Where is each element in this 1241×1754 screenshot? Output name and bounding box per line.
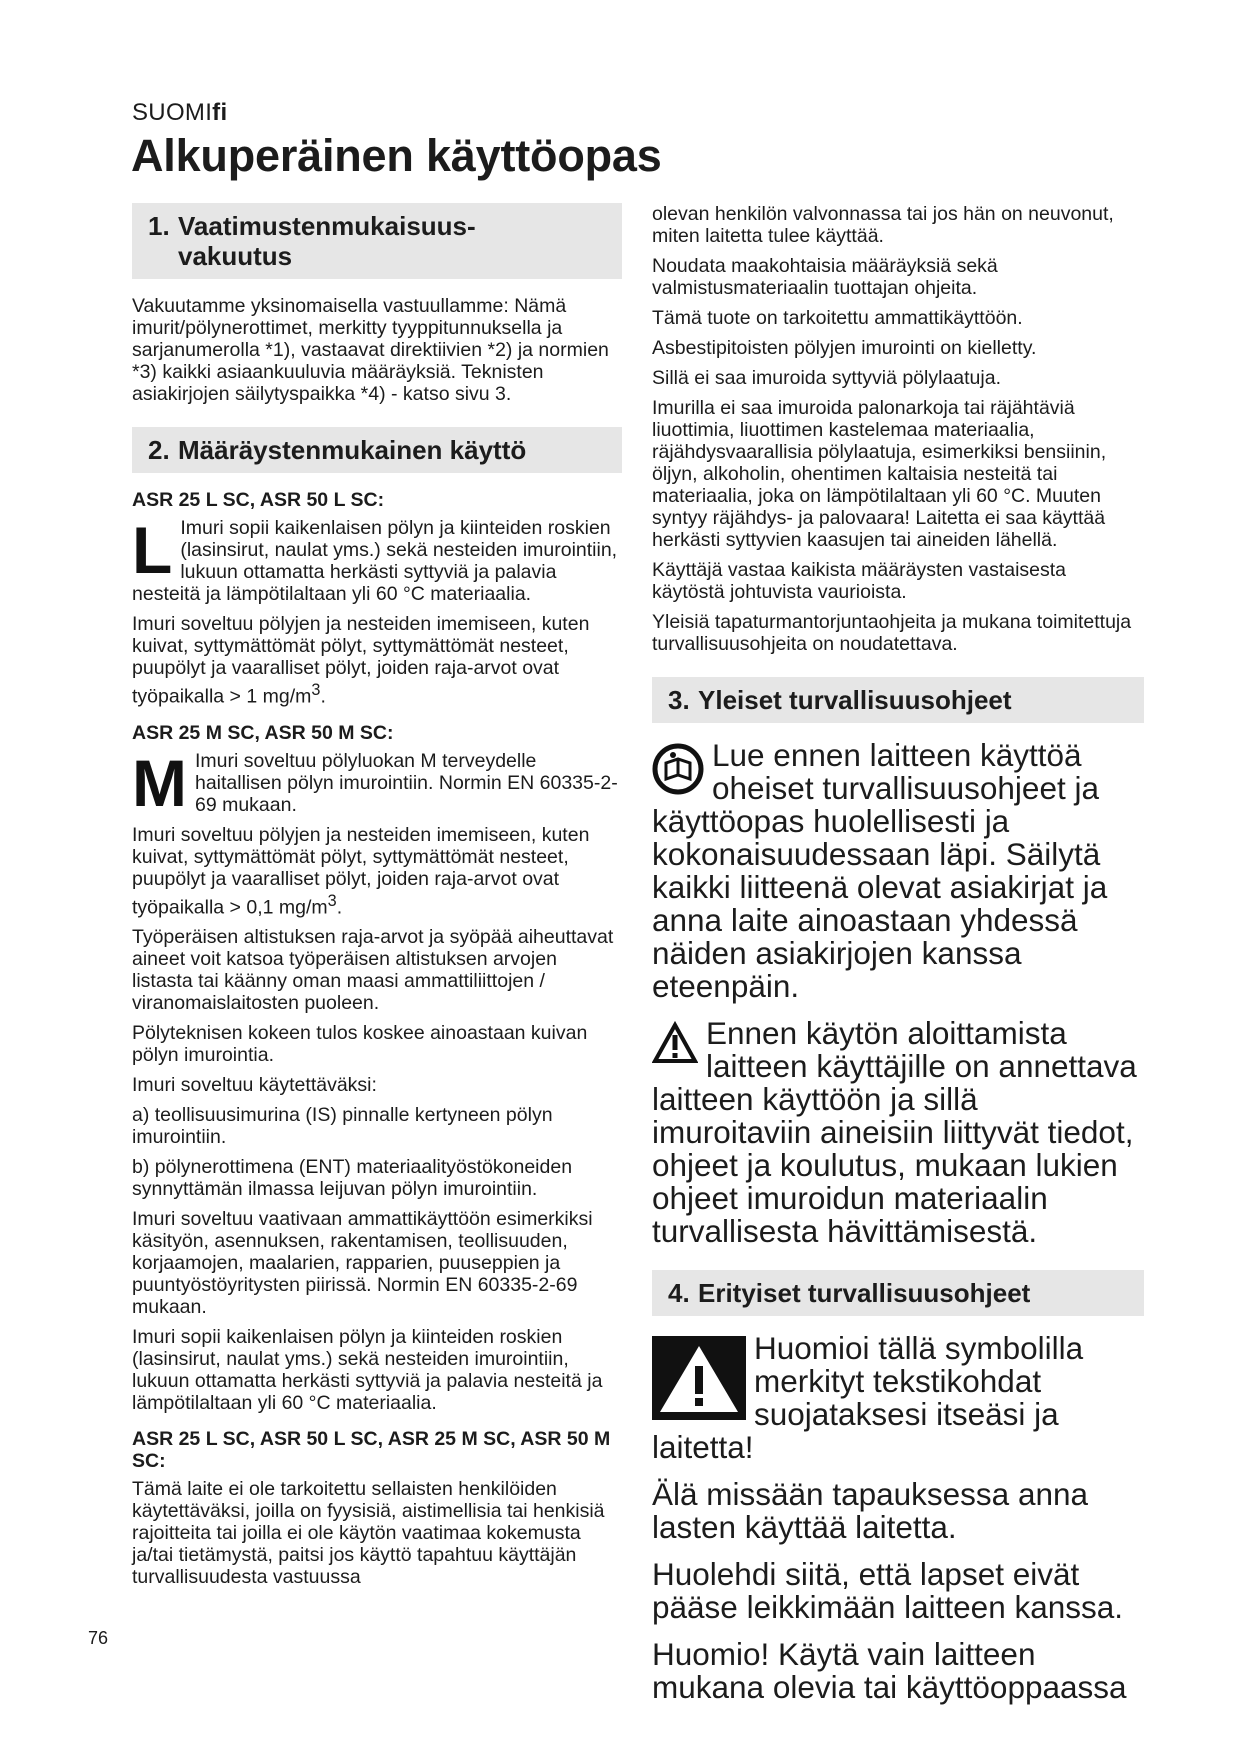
paragraph-professional-use: Imuri soveltuu vaativaan ammattikäyttöön esimerkiksi käsityön, asennuksen, rakentamisen, teollisuuden, korjaamojen, maalarien, rapparien, puuseppien ja puuntyöstöyritysten piirissä. Normin EN 60335-2-69 mukaan. <box>132 1208 593 1318</box>
paragraph-professional: Tämä tuote on tarkoitettu ammattikäyttöön. <box>652 307 1023 329</box>
paragraph-explosive-materials: Imurilla ei saa imuroida palonarkoja tai räjähtäviä liuottimia, liuottimen kastelemaa materiaalia, räjähdysvaarallisia pölylaatuja, esimerkiksi bensiinin, öljyn, alkoholin, ohentimen kaltaisia nesteitä tai materiaalia, joka on lämpötilaltaan yli 60 °C. Muuten syntyy räjähdys- ja palovaara! Laitetta ei saa käyttää herkästi syttyvien kaasujen tai aineiden lähellä. <box>652 397 1107 551</box>
paragraph-accident-prevention: Yleisiä tapaturmantorjuntaohjeita ja mukana toimitettuja turvallisuusohjeita on noudatettava. <box>652 611 1132 655</box>
language-name: SUOMI <box>132 99 213 126</box>
section-number: 4. <box>668 1278 690 1308</box>
page-number: 76 <box>88 1628 109 1648</box>
section-number: 1. <box>148 211 170 241</box>
subheading-m-models: ASR 25 M SC, ASR 50 M SC: <box>132 721 394 744</box>
paragraph-text: Imuri sopii kaikenlaisen pölyn ja kiinteiden roskien (lasinsirut, naulat yms.) sekä nesteiden imurointiin, lukuun ottamatta herkästi syttyviä ja palavia nesteitä ja lämpötilaltaan yli 60 °C materiaalia. <box>132 517 618 605</box>
section-2-heading <box>132 427 622 473</box>
read-manual-icon <box>652 743 704 795</box>
section-4-heading <box>652 1270 1144 1316</box>
paragraph-text: Imuri soveltuu pölyjen ja nesteiden imemiseen, kuten kuivat, syttymättömät pölyt, syttymättömät nesteet, puupölyt ja vaaralliset pölyt, joiden raja-arvot ovat työpaikalla > 0,1 mg/m <box>132 823 590 918</box>
paragraph-text: Ennen käytön aloittamista laitteen käyttäjille on annettava laitteen käyttöön ja sillä imuroitaviin aineisiin liittyvät tiedot, ohjeet ja koulutus, mukaan lukien ohjeet imuroidun materiaalin turvallisesta hävittämisestä. <box>652 1015 1137 1249</box>
paragraph-end: . <box>336 896 343 918</box>
children-play-paragraph: Huolehdi siitä, että lapset eivät pääse leikkimään laitteen kanssa. <box>652 1556 1124 1625</box>
warning-icon <box>652 1336 746 1420</box>
training-paragraph <box>652 1017 1144 1248</box>
superscript: 3 <box>311 681 321 699</box>
paragraph-l-intro <box>132 513 622 605</box>
subheading-l-models: ASR 25 L SC, ASR 50 L SC: <box>132 489 385 511</box>
paragraph-text: Imuri soveltuu pölyjen ja nesteiden imemiseen, kuten kuivat, syttymättömät pölyt, syttymättömät nesteet, puupölyt ja vaaralliset pölyt, joiden raja-arvot ovat työpaikalla > 1 mg/m <box>132 613 590 708</box>
paragraph-flammable-dust: Sillä ei saa imuroida syttyviä pölylaatuja. <box>652 367 1002 389</box>
language-label <box>132 99 227 127</box>
accessories-paragraph: Huomio! Käytä vain laitteen mukana olevia tai käyttöoppaassa <box>652 1636 1127 1705</box>
declaration-paragraph: Vakuutamme yksinomaisella vastuullamme: Nämä imurit/pölynerottimet, merkitty tyyppitunnuksella ja sarjanumerolla *1), vastaavat direktiivien *2) ja normien *3) kaikki asiaankuuluvia määräyksiä. Teknisten asiakirjojen säilytyspaikka *4) - katso sivu 3. <box>132 295 609 405</box>
right-column <box>652 203 1144 1718</box>
section-title: Yleiset turvallisuusohjeet <box>698 685 1012 715</box>
paragraph-text: Lue ennen laitteen käyttöä oheiset turvallisuusohjeet ja käyttöopas huolellisesti ja kokonaisuudessaan läpi. Säilytä kaikki liitteenä olevat asiakirjat ja anna laite ainoastaan yhdessä näiden asiakirjojen kanssa eteenpäin. <box>652 737 1108 1004</box>
paragraph-text: Imuri soveltuu pölyluokan M terveydelle haitallisen pölyn imurointiin. Normin EN 60335-2-69 mukaan. <box>194 749 618 816</box>
paragraph-exposure-limits: Työperäisen altistuksen raja-arvot ja syöpää aiheuttavat aineet voit katsoa työperäisen altistuksen arvojen listasta tai käänny oman maasi ammattiliittojen / viranomaislaitosten puoleen. <box>132 926 614 1014</box>
section-number: 3. <box>668 685 690 715</box>
paragraph-text: Huomioi tällä symbolilla merkityt tekstikohdat suojataksesi itseäsi ja laitetta! <box>652 1330 1084 1465</box>
paragraph-m-intro <box>132 745 622 820</box>
paragraph-usage-intro: Imuri soveltuu käytettäväksi: <box>132 1074 377 1096</box>
page-title: Alkuperäinen käyttöopas <box>131 130 662 181</box>
section-number: 2. <box>148 435 170 465</box>
paragraph-supervision: olevan henkilön valvonnassa tai jos hän on neuvonut, miten laitetta tulee käyttää. <box>652 203 1114 247</box>
section-title: Erityiset turvallisuusohjeet <box>698 1278 1031 1308</box>
paragraph-end: . <box>320 685 326 708</box>
paragraph-l-limits <box>132 613 622 708</box>
section-title-line1: Vaatimustenmukaisuus- <box>178 211 476 241</box>
paragraph-asbestos: Asbestipitoisten pölyjen imurointi on kielletty. <box>652 337 1037 359</box>
dust-class-m-symbol: M <box>132 745 187 820</box>
read-manual-paragraph <box>652 739 1144 1003</box>
language-code: fi <box>212 99 228 126</box>
warning-icon <box>652 1021 698 1065</box>
paragraph-dust-test: Pölyteknisen kokeen tulos koskee ainoastaan kuivan pölyn imurointia. <box>132 1022 588 1066</box>
dust-class-l-symbol: L <box>132 513 173 587</box>
paragraph-usage-b: b) pölynerottimena (ENT) materiaalityöstökoneiden synnyttämän ilmassa leijuvan pölyn imurointiin. <box>132 1156 573 1200</box>
paragraph-regulations: Noudata maakohtaisia määräyksiä sekä valmistusmateriaalin tuottajan ohjeita. <box>652 255 998 299</box>
superscript: 3 <box>327 891 337 910</box>
left-column <box>132 203 622 1596</box>
section-title-line2: vakuutus <box>178 241 293 271</box>
children-use-paragraph: Älä missään tapauksessa anna lasten käyttää laitetta. <box>652 1476 1089 1545</box>
paragraph-suitable-for: Imuri sopii kaikenlaisen pölyn ja kiinteiden roskien (lasinsirut, naulat yms.) sekä nesteiden imurointiin, lukuun ottamatta herkästi syttyviä ja palavia nesteitä ja lämpötilaltaan yli 60 °C materiaalia. <box>132 1326 603 1414</box>
paragraph-user-liability: Käyttäjä vastaa kaikista määräysten vastaisesta käytöstä johtuvista vaurioista. <box>652 559 1067 603</box>
subheading-all-models: ASR 25 L SC, ASR 50 L SC, ASR 25 M SC, ASR 50 M SC: <box>132 1428 611 1472</box>
section-title: Määräystenmukainen käyttö <box>178 435 527 465</box>
paragraph-usage-a: a) teollisuusimurina (IS) pinnalle kertyneen pölyn imurointiin. <box>132 1104 553 1148</box>
section-3-heading <box>652 677 1144 723</box>
paragraph-restrictions: Tämä laite ei ole tarkoitettu sellaisten henkilöiden käytettäväksi, joilla on fyysisiä, aistimellisia tai henkisiä rajoitteita tai joilla ei ole käytön vaatimaa kokemusta ja/tai tietämystä, paitsi jos käyttö tapahtuu käyttäjän turvallisuudesta vastuussa <box>132 1478 605 1588</box>
warning-symbol-paragraph <box>652 1332 1144 1464</box>
paragraph-m-limits <box>132 824 622 919</box>
section-1-heading <box>132 203 622 279</box>
